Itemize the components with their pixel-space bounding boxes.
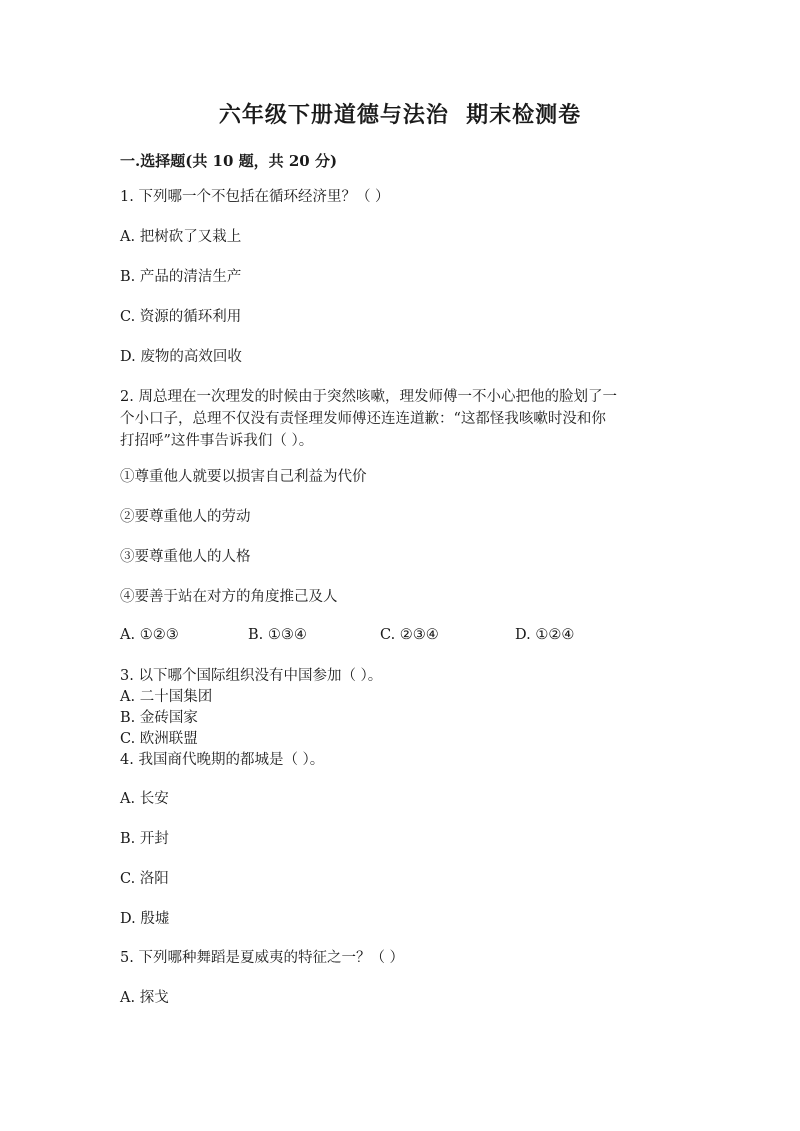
question-4-option-b: B. 开封 [120, 831, 169, 847]
question-2-stem-line-1: 2. 周总理在一次理发的时候由于突然咳嗽，理发师傅一不小心把他的脸划了一 [120, 389, 617, 405]
question-4-option-d: D. 殷墟 [120, 911, 170, 927]
question-2-option-b: B. ①③④ [248, 627, 307, 643]
question-1-option-c: C. 资源的循环利用 [120, 309, 242, 325]
question-2-option-d: D. ①②④ [515, 627, 575, 643]
question-2-statement-4: ④要善于站在对方的角度推己及人 [120, 589, 338, 605]
question-1-option-b: B. 产品的清洁生产 [120, 269, 242, 285]
section-heading: 一.选择题(共 10 题，共 20 分) [120, 152, 338, 170]
question-2-option-a: A. ①②③ [120, 627, 179, 643]
question-4-option-c: C. 洛阳 [120, 871, 169, 887]
question-2-statement-2: ②要尊重他人的劳动 [120, 509, 251, 525]
question-1-option-a: A. 把树砍了又栽上 [120, 229, 242, 245]
question-1-stem: 1. 下列哪一个不包括在循环经济里？（ ） [120, 189, 390, 205]
question-2-statement-1: ①尊重他人就要以损害自己利益为代价 [120, 469, 367, 485]
question-2-stem-line-2: 个小口子，总理不仅没有责怪理发师傅还连连道歉：“这都怪我咳嗽时没和你 [120, 411, 606, 427]
question-1-option-d: D. 废物的高效回收 [120, 349, 242, 365]
question-5-option-a: A. 探戈 [120, 990, 169, 1006]
page-title: 六年级下册道德与法治 期末检测卷 [218, 102, 582, 128]
question-2-statement-3: ③要尊重他人的人格 [120, 549, 251, 565]
question-4-stem: 4. 我国商代晚期的都城是（ ）。 [120, 752, 325, 768]
question-3-option-b: B. 金砖国家 [120, 710, 198, 726]
question-3-option-c: C. 欧洲联盟 [120, 731, 198, 747]
question-3-stem: 3. 以下哪个国际组织没有中国参加（ ）。 [120, 668, 383, 684]
question-5-stem: 5. 下列哪种舞蹈是夏威夷的特征之一？（ ） [120, 950, 405, 966]
question-4-option-a: A. 长安 [120, 791, 169, 807]
question-2-stem-line-3: 打招呼”这件事告诉我们（ ）。 [120, 433, 314, 449]
question-2-option-c: C. ②③④ [380, 627, 439, 643]
question-3-option-a: A. 二十国集团 [120, 689, 213, 705]
